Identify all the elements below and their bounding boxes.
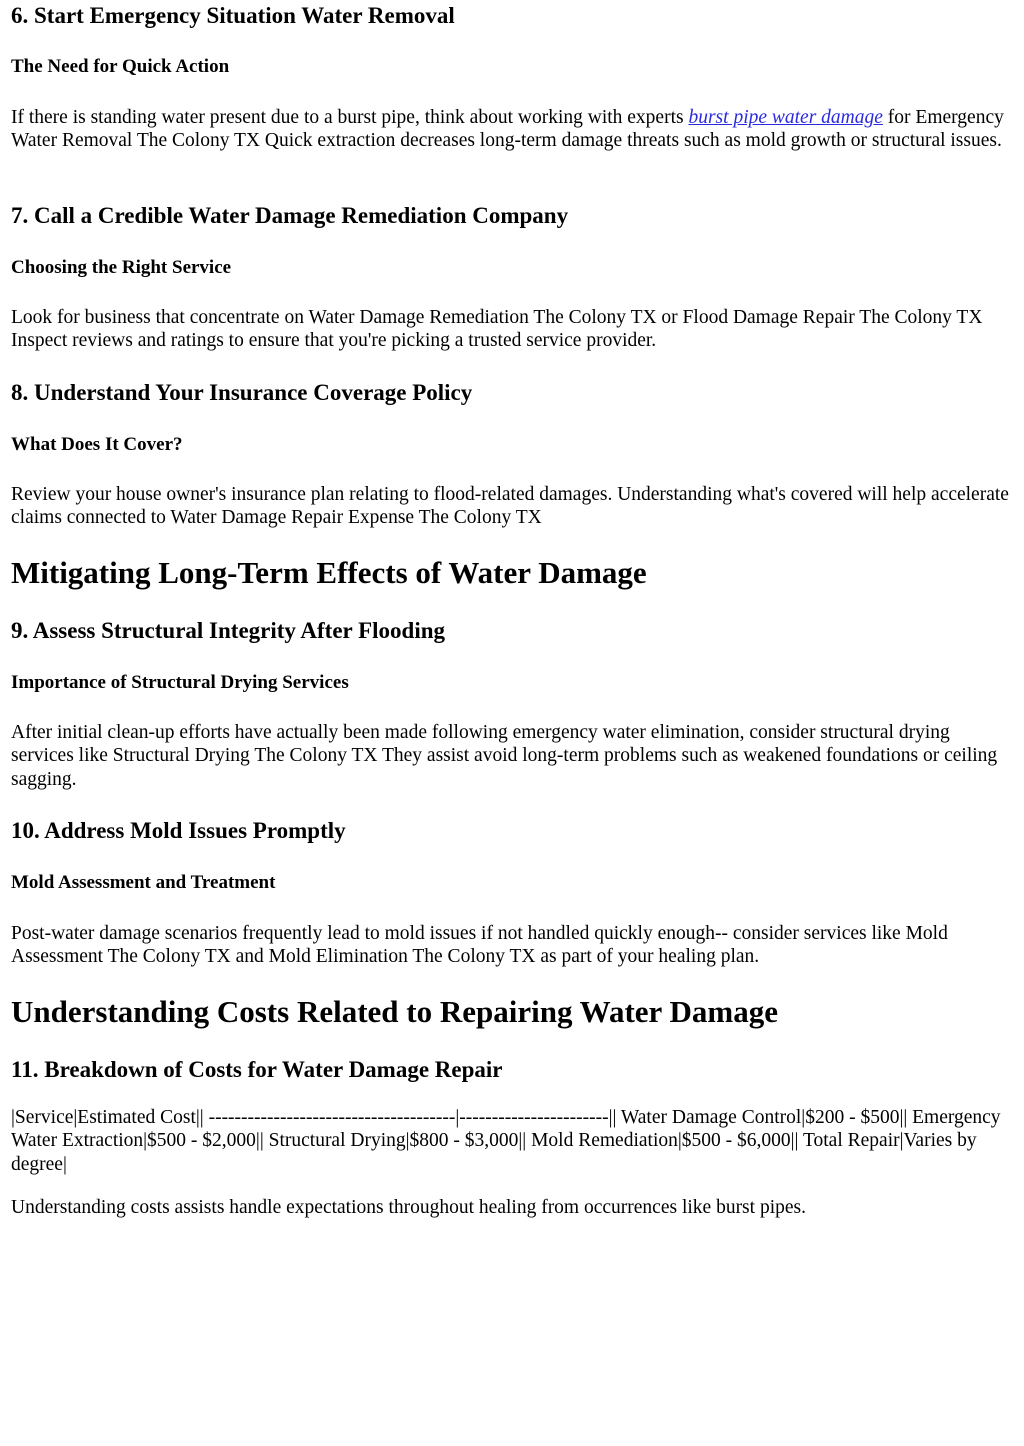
section-6-paragraph [11, 106, 1011, 153]
section-11-paragraph: Understanding costs assists handle expectations throughout healing from occurrences like burst pipes. [11, 1197, 806, 1218]
section-9-paragraph: After initial clean-up efforts have actually been made following emergency water elimination, consider structural drying services like Structural Drying The Colony TX They assist avoid long-term problems such as weakened foundations or ceiling sagging. [11, 722, 998, 790]
cost-table-text: |Service|Estimated Cost|| --------------------------------------|-----------------------|| Water Damage Control|$200 - $500|| Emergency Water Extraction|$500 - $2,000|| Structural Drying|$800 - $3,000|| Mold Remediation|$500 - $6,000|| Total Repair|Varies by degree| [11, 1107, 1001, 1175]
section-10-paragraph: Post-water damage scenarios frequently lead to mold issues if not handled quickly enough-- consider services like Mold Assessment The Colony TX and Mold Elimination The Colony TX as part of your healing plan. [11, 923, 948, 968]
section-6-heading: 6. Start Emergency Situation Water Removal [11, 3, 455, 28]
section-11-heading: 11. Breakdown of Costs for Water Damage Repair [11, 1057, 503, 1082]
section-7-paragraph: Look for business that concentrate on Water Damage Remediation The Colony TX or Flood Damage Repair The Colony TX Inspect reviews and ratings to ensure that you're picking a trusted service provider. [11, 307, 983, 352]
section-9-subheading: Importance of Structural Drying Services [11, 672, 349, 693]
section-8-paragraph: Review your house owner's insurance plan relating to flood-related damages. Understanding what's covered will help accelerate claims connected to Water Damage Repair Expense The Colony TX [11, 484, 1009, 529]
mitigating-heading: Mitigating Long-Term Effects of Water Damage [11, 555, 647, 590]
costs-heading: Understanding Costs Related to Repairing Water Damage [11, 994, 778, 1029]
section-7-heading: 7. Call a Credible Water Damage Remediation Company [11, 203, 569, 228]
section-10-subheading: Mold Assessment and Treatment [11, 872, 276, 893]
section-10-heading: 10. Address Mold Issues Promptly [11, 818, 346, 843]
section-8-heading: 8. Understand Your Insurance Coverage Policy [11, 380, 473, 405]
burst-pipe-water-damage-link[interactable]: burst pipe water damage [688, 107, 883, 128]
section-6-text-before-link: If there is standing water present due to a burst pipe, think about working with experts [11, 107, 689, 128]
section-7-subheading: Choosing the Right Service [11, 257, 232, 278]
section-6-text-after-link: for Emergency Water Removal The Colony TX Quick extraction decreases long-term damage threats such as mold growth or structural issues. [11, 107, 1004, 152]
section-8-subheading: What Does It Cover? [11, 434, 183, 455]
section-6-subheading: The Need for Quick Action [11, 56, 230, 77]
section-9-heading: 9. Assess Structural Integrity After Flooding [11, 618, 446, 643]
